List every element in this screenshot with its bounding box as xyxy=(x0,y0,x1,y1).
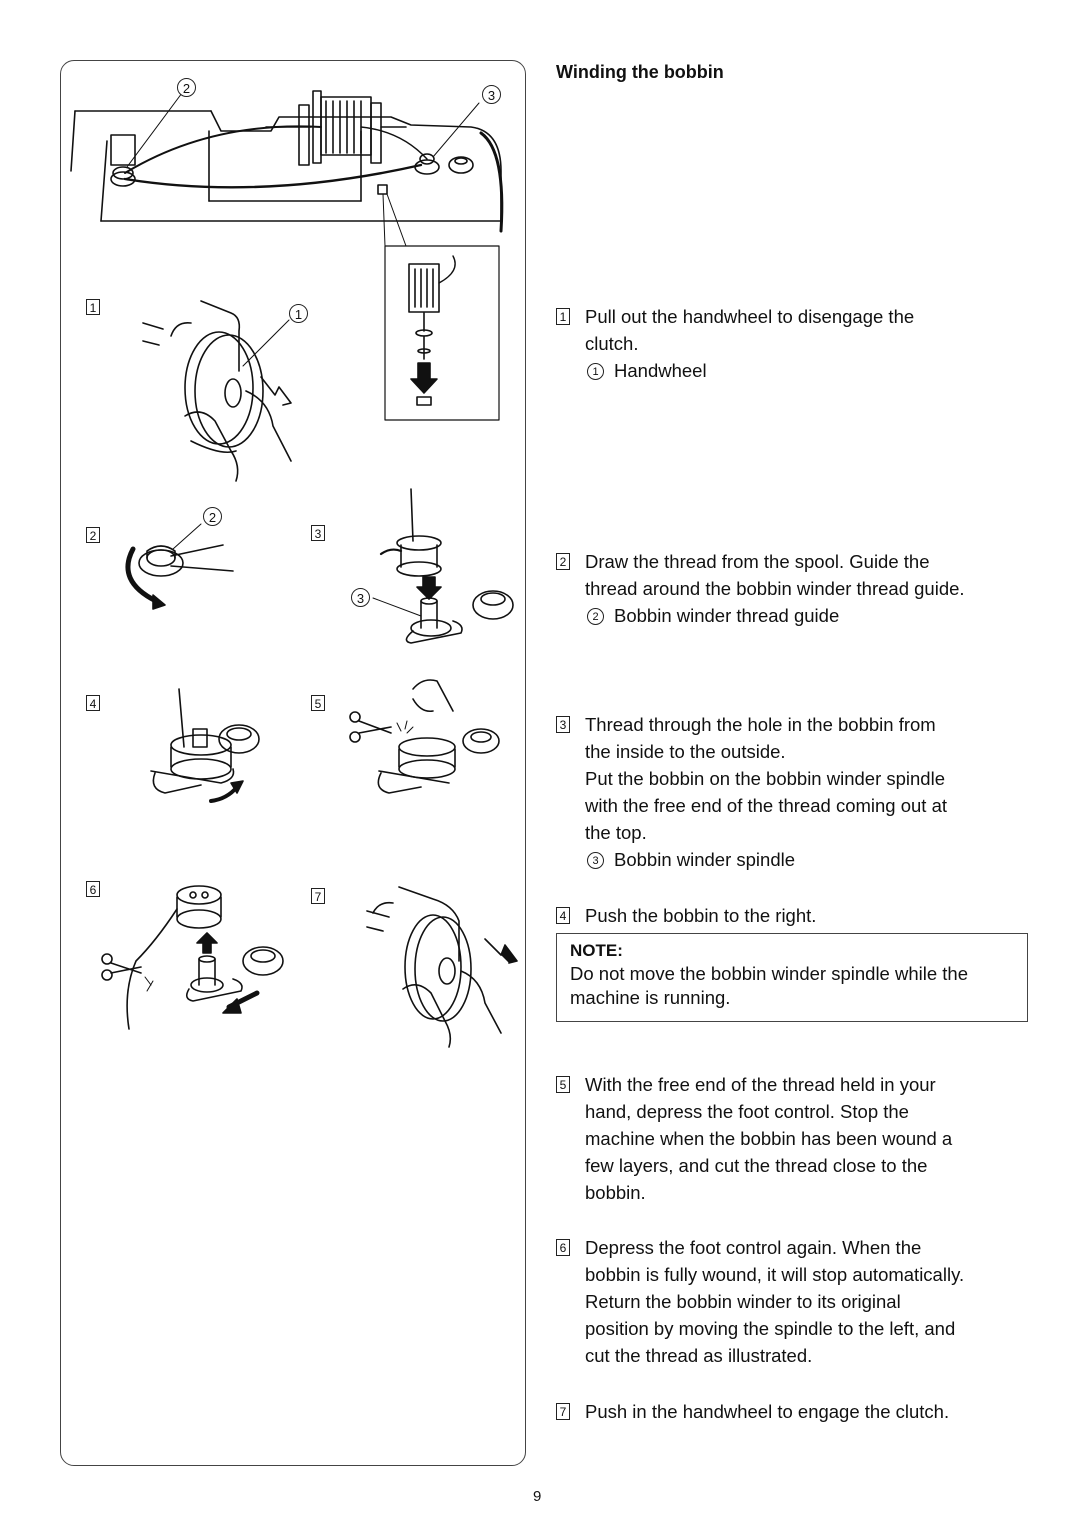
step-text: few layers, and cut the thread close to the xyxy=(585,1155,928,1176)
step-text: Put the bobbin on the bobbin winder spindle xyxy=(585,768,945,789)
step-text: hand, depress the foot control. Stop the xyxy=(585,1101,909,1122)
figure-2-callout: 2 xyxy=(203,507,222,526)
figure-1-callout: 1 xyxy=(289,304,308,323)
step-6 xyxy=(556,1234,1026,1369)
section-title: Winding the bobbin xyxy=(556,62,724,82)
figure-4-number: 4 xyxy=(86,695,100,711)
step-text: the top. xyxy=(585,822,647,843)
step-text: Push in the handwheel to engage the clutch. xyxy=(585,1401,950,1422)
step-text: Push the bobbin to the right. xyxy=(585,905,817,926)
step-text: position by moving the spindle to the left, and xyxy=(585,1318,956,1339)
figure-3-number: 3 xyxy=(311,525,325,541)
figure-7-engage-clutch xyxy=(367,887,517,1047)
callout-number: 3 xyxy=(587,852,604,869)
figure-1-handwheel xyxy=(143,301,291,481)
callout-number: 1 xyxy=(587,363,604,380)
step-text: machine when the bobbin has been wound a xyxy=(585,1128,953,1149)
step-callout xyxy=(587,602,1026,629)
step-number: 7 xyxy=(556,1403,570,1420)
page-number: 9 xyxy=(533,1488,542,1505)
illustration-panel xyxy=(60,60,526,1466)
step-number: 6 xyxy=(556,1239,570,1256)
step-text: bobbin is fully wound, it will stop automatically. xyxy=(585,1264,965,1285)
step-text: Pull out the handwheel to disengage the xyxy=(585,306,915,327)
step-text: Draw the thread from the spool. Guide the xyxy=(585,551,930,572)
step-text: Thread through the hole in the bobbin from xyxy=(585,714,936,735)
step-7 xyxy=(556,1398,1026,1425)
step-text: clutch. xyxy=(585,333,639,354)
step-number: 3 xyxy=(556,716,570,733)
figure-5-number: 5 xyxy=(311,695,325,711)
step-text: Depress the foot control again. When the xyxy=(585,1237,922,1258)
callout-label: Bobbin winder thread guide xyxy=(614,605,840,626)
step-2 xyxy=(556,548,1026,629)
figure-4-push-right xyxy=(151,689,259,801)
step-text: With the free end of the thread held in your xyxy=(585,1074,936,1095)
top-callout-3: 3 xyxy=(482,85,501,104)
step-text: bobbin. xyxy=(585,1182,646,1203)
step-number: 2 xyxy=(556,553,570,570)
step-callout xyxy=(587,357,1026,384)
figure-6-number: 6 xyxy=(86,881,100,897)
figure-1-number: 1 xyxy=(86,299,100,315)
step-text: cut the thread as illustrated. xyxy=(585,1345,813,1366)
figure-5-cut-thread xyxy=(350,680,499,793)
top-callout-2: 2 xyxy=(177,78,196,97)
step-3 xyxy=(556,711,1026,873)
note-text: machine is running. xyxy=(570,987,731,1008)
step-1 xyxy=(556,303,1026,384)
figure-6-remove-bobbin xyxy=(102,886,283,1029)
step-4 xyxy=(556,902,1026,929)
figure-3-spindle xyxy=(373,489,513,643)
bobbin-winding-illustrations xyxy=(61,61,527,1467)
callout-label: Handwheel xyxy=(614,360,707,381)
note-box xyxy=(556,933,1028,1022)
note-title: NOTE: xyxy=(570,941,623,960)
figure-3-callout: 3 xyxy=(351,588,370,607)
machine-top-view xyxy=(71,91,502,420)
step-text: thread around the bobbin winder thread guide. xyxy=(585,578,965,599)
step-5 xyxy=(556,1071,1026,1206)
note-text: Do not move the bobbin winder spindle while the xyxy=(570,963,968,984)
callout-number: 2 xyxy=(587,608,604,625)
step-number: 4 xyxy=(556,907,570,924)
step-text: the inside to the outside. xyxy=(585,741,786,762)
step-callout xyxy=(587,846,1026,873)
callout-label: Bobbin winder spindle xyxy=(614,849,796,870)
figure-2-number: 2 xyxy=(86,527,100,543)
step-number: 5 xyxy=(556,1076,570,1093)
step-number: 1 xyxy=(556,308,570,325)
step-text: with the free end of the thread coming out at xyxy=(585,795,948,816)
figure-2-thread-guide xyxy=(128,524,233,609)
step-text: Return the bobbin winder to its original xyxy=(585,1291,901,1312)
figure-7-number: 7 xyxy=(311,888,325,904)
